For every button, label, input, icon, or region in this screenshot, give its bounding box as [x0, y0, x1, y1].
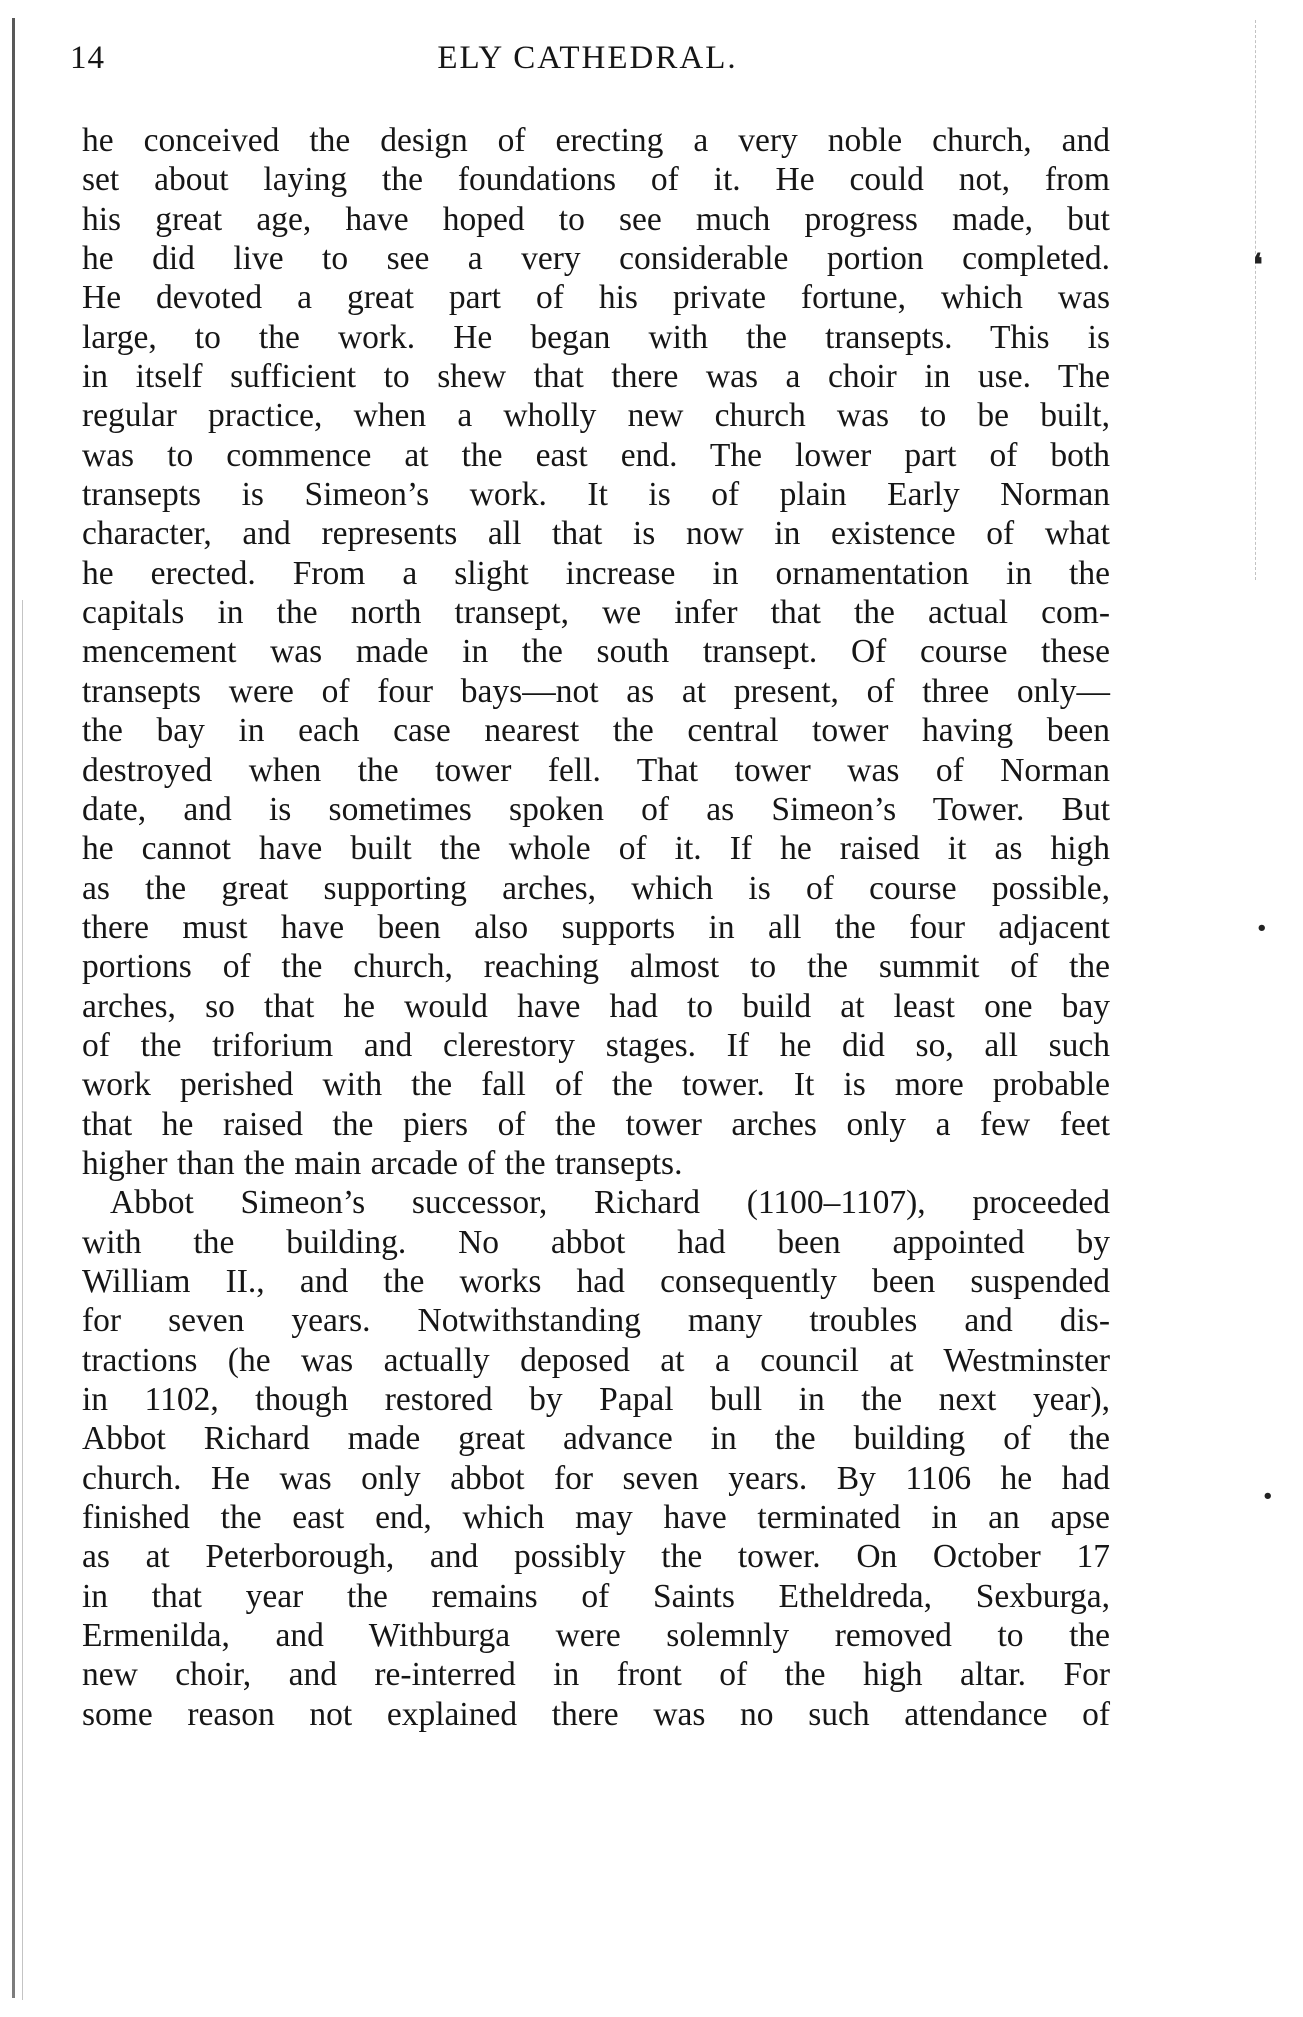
- text-line: mencement was made in the south transept. Of course these: [82, 633, 1110, 671]
- binding-edge-shadow: [12, 18, 15, 1998]
- text-line: portions of the church, reaching almost to the summit of the: [82, 948, 1110, 986]
- paragraph-end-line: higher than the main arcade of the transepts.: [82, 1144, 683, 1182]
- text-line: transepts were of four bays—not as at present, of three only—: [82, 672, 1110, 710]
- text-line: set about laying the foundations of it. He could not, from: [82, 161, 1110, 199]
- text-line: transepts is Simeon’s work. It is of plain Early Norman: [82, 476, 1110, 514]
- text-line: in 1102, though restored by Papal bull in the next year),: [82, 1381, 1110, 1418]
- text-line: of the triforium and clerestory stages. If he did so, all such: [82, 1026, 1110, 1064]
- text-line: capitals in the north transept, we infer that the actual com-: [82, 594, 1110, 632]
- page-right-edge: [1255, 20, 1257, 580]
- text-line: date, and is sometimes spoken of as Simeon’s Tower. But: [82, 790, 1110, 828]
- text-line: William II., and the works had consequently been suspended: [82, 1262, 1110, 1300]
- page-number: 14: [70, 40, 105, 76]
- page-header: [70, 40, 1105, 90]
- text-line: Abbot Richard made great advance in the building of the: [82, 1420, 1110, 1458]
- text-line: destroyed when the tower fell. That tower was of Norman: [82, 751, 1110, 789]
- text-line: he erected. From a slight increase in ornamentation in the: [82, 554, 1110, 592]
- body-text: [82, 121, 1110, 1734]
- text-line: tractions (he was actually deposed at a council at Westminster: [82, 1341, 1110, 1379]
- text-line: with the building. No abbot had been appointed by: [82, 1223, 1110, 1261]
- text-line: his great age, have hoped to see much progress made, but: [82, 200, 1110, 238]
- text-line: work perished with the fall of the tower. It is more probable: [82, 1066, 1110, 1104]
- text-line: the bay in each case nearest the central tower having been: [82, 712, 1110, 750]
- running-head: ELY CATHEDRAL.: [437, 40, 738, 76]
- text-line: finished the east end, which may have terminated in an apse: [82, 1499, 1110, 1537]
- text-line: large, to the work. He began with the transepts. This is: [82, 318, 1110, 356]
- text-line: that he raised the piers of the tower arches only a few feet: [82, 1105, 1110, 1143]
- text-line: he cannot have built the whole of it. If he raised it as high: [82, 830, 1110, 868]
- text-line: new choir, and re-interred in front of the high altar. For: [82, 1656, 1110, 1694]
- text-line: arches, so that he would have had to build at least one bay: [82, 987, 1110, 1025]
- text-line: in that year the remains of Saints Etheldreda, Sexburga,: [82, 1577, 1110, 1615]
- text-line: He devoted a great part of his private fortune, which was: [82, 279, 1110, 317]
- text-line: character, and represents all that is now in existence of what: [82, 515, 1110, 553]
- text-line: as the great supporting arches, which is of course possible,: [82, 869, 1110, 907]
- margin-ink-mark: ❛: [1253, 248, 1263, 283]
- margin-ink-mark: •: [1262, 1486, 1274, 1507]
- text-line: he did live to see a very considerable portion completed.: [82, 240, 1110, 278]
- text-line: regular practice, when a wholly new church was to be built,: [82, 397, 1110, 435]
- text-line: in itself sufficient to shew that there was a choir in use. The: [82, 358, 1110, 396]
- text-line: Ermenilda, and Withburga were solemnly removed to the: [82, 1617, 1110, 1655]
- text-line: some reason not explained there was no such attendance of: [82, 1695, 1110, 1733]
- text-line: for seven years. Notwithstanding many troubles and dis-: [82, 1302, 1110, 1340]
- paragraph-start-line: Abbot Simeon’s successor, Richard (1100–1107), proceeded: [110, 1184, 1110, 1222]
- text-line: was to commence at the east end. The lower part of both: [82, 436, 1110, 474]
- text-line: church. He was only abbot for seven years. By 1106 he had: [82, 1459, 1110, 1497]
- margin-ink-mark: •: [1256, 918, 1268, 939]
- text-line: there must have been also supports in all the four adjacent: [82, 908, 1110, 946]
- text-line: as at Peterborough, and possibly the tower. On October 17: [82, 1538, 1110, 1576]
- binding-edge-line: [22, 600, 23, 2000]
- text-line: he conceived the design of erecting a very noble church, and: [82, 122, 1110, 159]
